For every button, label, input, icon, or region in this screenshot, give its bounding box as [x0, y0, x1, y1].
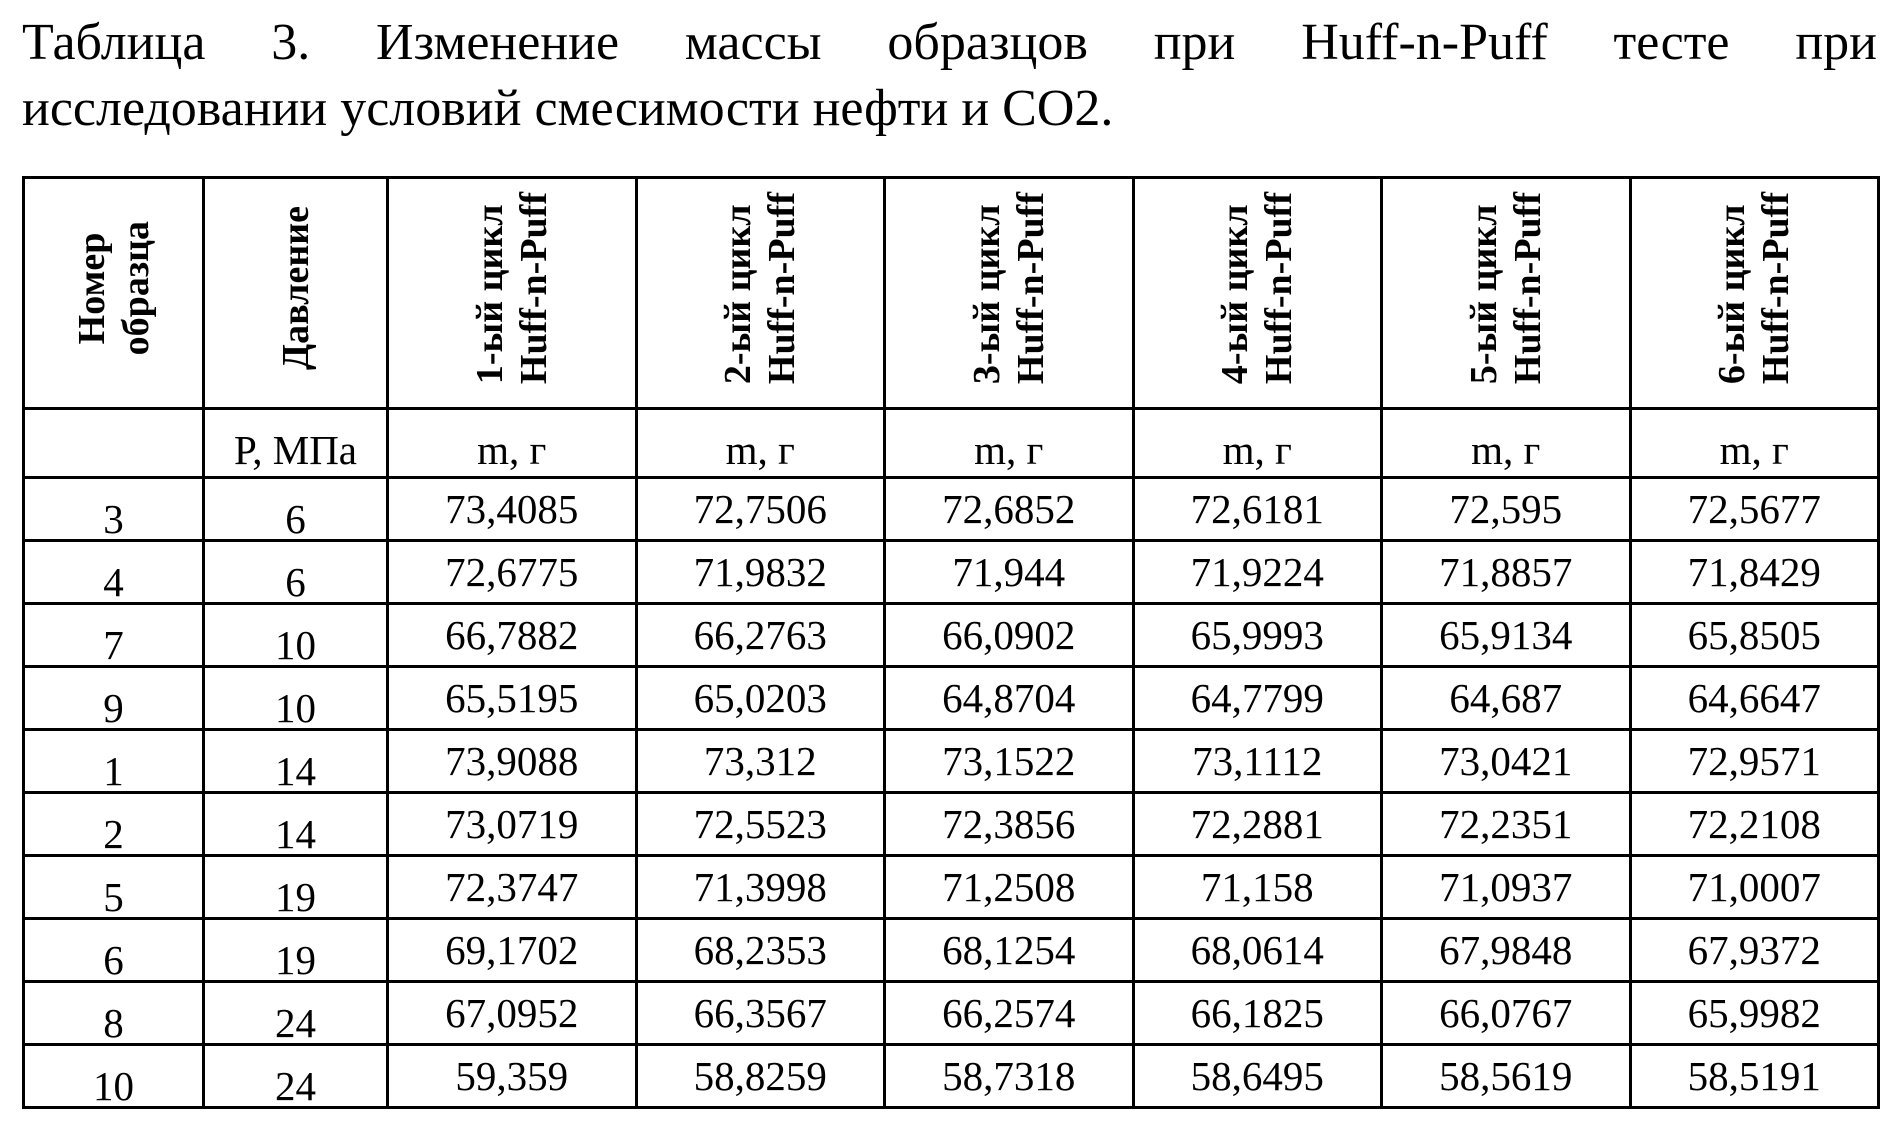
- table-row: [24, 730, 1879, 793]
- header-cycle-6: [1630, 178, 1879, 409]
- unit-mass: m, г: [636, 409, 885, 478]
- cell-mass-text: 58,5619: [1439, 1053, 1573, 1099]
- cell-mass-text: 72,3856: [942, 801, 1076, 847]
- table-row: [24, 856, 1879, 919]
- cell-mass-text: 69,1702: [445, 927, 579, 973]
- caption-line-1: Таблица 3. Изменение массы образцов при Huff-n-Puff тесте при: [22, 14, 1877, 71]
- header-cycle-4-line2: Huff-n-Puff: [1258, 191, 1301, 385]
- cell-mass: [885, 667, 1134, 730]
- cell-mass: [885, 919, 1134, 982]
- cell-mass-text: 58,6495: [1190, 1053, 1324, 1099]
- header-pressure-label: Давление: [274, 205, 317, 370]
- cell-sample: [24, 667, 204, 730]
- cell-pressure-text: 6: [285, 496, 306, 542]
- cell-pressure: [204, 667, 388, 730]
- cell-mass: [1382, 667, 1631, 730]
- header-cycle-5-line2: Huff-n-Puff: [1506, 191, 1549, 385]
- cell-mass: [1630, 919, 1879, 982]
- cell-mass: [1382, 730, 1631, 793]
- table-caption: [22, 10, 1877, 142]
- cell-pressure-text: 19: [275, 874, 316, 920]
- cell-sample: [24, 604, 204, 667]
- cell-pressure-text: 24: [275, 1063, 316, 1109]
- cell-sample-text: 7: [103, 622, 124, 668]
- cell-mass: [388, 730, 637, 793]
- cell-sample: [24, 478, 204, 541]
- cell-pressure-text: 10: [275, 685, 316, 731]
- cell-mass: [636, 793, 885, 856]
- cell-mass: [388, 982, 637, 1045]
- cell-mass-text: 71,944: [952, 549, 1066, 595]
- cell-mass-text: 66,3567: [693, 990, 827, 1036]
- cell-mass-text: 72,7506: [693, 486, 827, 532]
- cell-pressure: [204, 856, 388, 919]
- table-row: [24, 919, 1879, 982]
- cell-mass: [636, 1045, 885, 1108]
- cell-sample: [24, 982, 204, 1045]
- cell-mass: [636, 856, 885, 919]
- header-cycle-3: [885, 178, 1134, 409]
- cell-mass: [1133, 856, 1382, 919]
- cell-mass: [1382, 604, 1631, 667]
- table-row: [24, 982, 1879, 1045]
- cell-mass-text: 72,5677: [1687, 486, 1821, 532]
- cell-mass: [1133, 793, 1382, 856]
- unit-mass: m, г: [388, 409, 637, 478]
- cell-mass-text: 67,0952: [445, 990, 579, 1036]
- cell-mass: [388, 478, 637, 541]
- cell-mass: [1630, 856, 1879, 919]
- cell-sample-text: 6: [103, 937, 124, 983]
- cell-mass-text: 71,0937: [1439, 864, 1573, 910]
- cell-mass: [1382, 793, 1631, 856]
- header-cycle-1-line1: 1-ый цикл: [468, 204, 511, 385]
- cell-sample: [24, 730, 204, 793]
- cell-sample-text: 8: [103, 1000, 124, 1046]
- cell-mass: [388, 1045, 637, 1108]
- cell-mass: [636, 982, 885, 1045]
- cell-mass: [1133, 478, 1382, 541]
- cell-pressure: [204, 478, 388, 541]
- mass-table: [22, 176, 1880, 1109]
- cell-mass-text: 72,2881: [1190, 801, 1324, 847]
- cell-mass: [388, 793, 637, 856]
- cell-mass-text: 64,8704: [942, 675, 1076, 721]
- cell-sample-text: 5: [103, 874, 124, 920]
- cell-mass: [636, 541, 885, 604]
- cell-sample-text: 4: [103, 559, 124, 605]
- cell-mass-text: 71,9224: [1190, 549, 1324, 595]
- cell-sample-text: 3: [103, 496, 124, 542]
- header-cycle-5-line1: 5-ый цикл: [1462, 204, 1505, 385]
- cell-mass: [636, 667, 885, 730]
- table-row: [24, 604, 1879, 667]
- cell-mass: [1630, 982, 1879, 1045]
- cell-mass-text: 65,8505: [1687, 612, 1821, 658]
- cell-mass: [1382, 856, 1631, 919]
- cell-mass-text: 66,7882: [445, 612, 579, 658]
- cell-mass-text: 64,687: [1449, 675, 1563, 721]
- cell-mass-text: 64,6647: [1687, 675, 1821, 721]
- cell-mass-text: 73,0421: [1439, 738, 1573, 784]
- header-cycle-3-line2: Huff-n-Puff: [1009, 191, 1052, 385]
- cell-mass-text: 64,7799: [1190, 675, 1324, 721]
- header-cycle-2-line1: 2-ый цикл: [717, 204, 760, 385]
- header-sample-line2: образца: [114, 220, 157, 356]
- header-cycle-4: [1133, 178, 1382, 409]
- cell-mass-text: 65,9993: [1190, 612, 1324, 658]
- cell-mass-text: 72,6181: [1190, 486, 1324, 532]
- cell-mass-text: 66,2574: [942, 990, 1076, 1036]
- cell-mass-text: 59,359: [455, 1053, 569, 1099]
- cell-sample: [24, 793, 204, 856]
- cell-pressure: [204, 793, 388, 856]
- header-sample-line1: Номер: [70, 232, 113, 344]
- cell-mass-text: 71,3998: [693, 864, 827, 910]
- unit-mass: m, г: [1382, 409, 1631, 478]
- cell-mass-text: 67,9848: [1439, 927, 1573, 973]
- cell-mass: [1133, 541, 1382, 604]
- cell-mass-text: 71,0007: [1687, 864, 1821, 910]
- table-body: [24, 478, 1879, 1108]
- cell-mass-text: 68,0614: [1190, 927, 1324, 973]
- cell-mass-text: 66,2763: [693, 612, 827, 658]
- cell-mass-text: 67,9372: [1687, 927, 1821, 973]
- unit-mass: m, г: [885, 409, 1134, 478]
- cell-mass-text: 71,8429: [1687, 549, 1821, 595]
- cell-mass: [885, 478, 1134, 541]
- cell-mass: [1133, 919, 1382, 982]
- cell-pressure: [204, 982, 388, 1045]
- cell-sample-text: 1: [103, 748, 124, 794]
- header-cycle-1-line2: Huff-n-Puff: [512, 191, 555, 385]
- cell-mass-text: 73,4085: [445, 486, 579, 532]
- cell-mass-text: 58,7318: [942, 1053, 1076, 1099]
- unit-mass: m, г: [1133, 409, 1382, 478]
- cell-mass: [1133, 730, 1382, 793]
- cell-mass-text: 65,0203: [693, 675, 827, 721]
- header-cycle-6-line1: 6-ый цикл: [1711, 204, 1754, 385]
- table-row: [24, 667, 1879, 730]
- cell-mass-text: 71,158: [1200, 864, 1314, 910]
- cell-mass-text: 65,9982: [1687, 990, 1821, 1036]
- cell-mass: [1630, 793, 1879, 856]
- cell-mass-text: 71,2508: [942, 864, 1076, 910]
- cell-mass: [1382, 478, 1631, 541]
- cell-mass-text: 58,8259: [693, 1053, 827, 1099]
- cell-mass-text: 72,6852: [942, 486, 1076, 532]
- header-cycle-2-line2: Huff-n-Puff: [761, 191, 804, 385]
- cell-mass: [1630, 730, 1879, 793]
- cell-mass: [636, 604, 885, 667]
- table-row: [24, 793, 1879, 856]
- cell-mass-text: 72,2351: [1439, 801, 1573, 847]
- cell-mass: [636, 730, 885, 793]
- table-row: [24, 478, 1879, 541]
- table-row: [24, 1045, 1879, 1108]
- cell-pressure-text: 6: [285, 559, 306, 605]
- cell-mass: [1382, 541, 1631, 604]
- cell-mass-text: 73,9088: [445, 738, 579, 784]
- cell-mass: [388, 856, 637, 919]
- cell-mass: [1630, 1045, 1879, 1108]
- header-cycle-4-line1: 4-ый цикл: [1214, 204, 1257, 385]
- cell-mass: [388, 541, 637, 604]
- header-cycle-6-line2: Huff-n-Puff: [1755, 191, 1798, 385]
- cell-mass-text: 65,5195: [445, 675, 579, 721]
- header-cycle-5: [1382, 178, 1631, 409]
- cell-pressure: [204, 730, 388, 793]
- caption-line-2: исследовании условий смесимости нефти и CO2.: [22, 80, 1114, 137]
- cell-mass-text: 73,1522: [942, 738, 1076, 784]
- cell-sample: [24, 541, 204, 604]
- cell-mass: [388, 919, 637, 982]
- cell-pressure-text: 14: [275, 811, 316, 857]
- header-cycle-2: [636, 178, 885, 409]
- cell-mass: [885, 541, 1134, 604]
- cell-pressure: [204, 1045, 388, 1108]
- cell-sample: [24, 856, 204, 919]
- cell-mass: [1133, 1045, 1382, 1108]
- header-sample: [24, 178, 204, 409]
- cell-mass: [885, 793, 1134, 856]
- cell-mass: [1133, 982, 1382, 1045]
- cell-mass-text: 72,5523: [693, 801, 827, 847]
- cell-mass: [388, 667, 637, 730]
- cell-mass: [1630, 541, 1879, 604]
- cell-mass: [1133, 667, 1382, 730]
- cell-mass: [1630, 604, 1879, 667]
- unit-pressure: P, МПа: [204, 409, 388, 478]
- cell-mass: [388, 604, 637, 667]
- cell-pressure-text: 24: [275, 1000, 316, 1046]
- cell-mass-text: 68,1254: [942, 927, 1076, 973]
- cell-mass: [885, 1045, 1134, 1108]
- cell-sample-text: 9: [103, 685, 124, 731]
- unit-sample: [24, 409, 204, 478]
- cell-mass-text: 73,312: [703, 738, 817, 784]
- cell-pressure-text: 19: [275, 937, 316, 983]
- header-pressure: [204, 178, 388, 409]
- cell-mass: [885, 730, 1134, 793]
- cell-mass-text: 71,8857: [1439, 549, 1573, 595]
- cell-mass-text: 72,595: [1449, 486, 1563, 532]
- cell-mass-text: 58,5191: [1687, 1053, 1821, 1099]
- cell-mass: [1133, 604, 1382, 667]
- cell-mass: [636, 919, 885, 982]
- cell-pressure: [204, 919, 388, 982]
- header-cycle-1: [388, 178, 637, 409]
- cell-mass-text: 72,6775: [445, 549, 579, 595]
- cell-mass-text: 66,0902: [942, 612, 1076, 658]
- cell-mass-text: 68,2353: [693, 927, 827, 973]
- cell-mass: [885, 604, 1134, 667]
- cell-mass: [885, 856, 1134, 919]
- cell-mass-text: 72,2108: [1687, 801, 1821, 847]
- cell-sample: [24, 919, 204, 982]
- cell-sample: [24, 1045, 204, 1108]
- cell-mass-text: 73,1112: [1192, 738, 1323, 784]
- cell-mass-text: 65,9134: [1439, 612, 1573, 658]
- cell-sample-text: 2: [103, 811, 124, 857]
- cell-mass-text: 71,9832: [693, 549, 827, 595]
- cell-mass-text: 66,0767: [1439, 990, 1573, 1036]
- cell-mass-text: 72,9571: [1687, 738, 1821, 784]
- cell-sample-text: 10: [93, 1063, 134, 1109]
- cell-mass: [1382, 982, 1631, 1045]
- header-cycle-3-line1: 3-ый цикл: [965, 204, 1008, 385]
- table-row: [24, 541, 1879, 604]
- header-row: [24, 178, 1879, 409]
- cell-mass-text: 72,3747: [445, 864, 579, 910]
- cell-pressure: [204, 541, 388, 604]
- cell-mass: [1382, 919, 1631, 982]
- cell-mass-text: 73,0719: [445, 801, 579, 847]
- cell-mass: [1630, 667, 1879, 730]
- cell-mass-text: 66,1825: [1190, 990, 1324, 1036]
- cell-mass: [885, 982, 1134, 1045]
- unit-mass: m, г: [1630, 409, 1879, 478]
- cell-pressure-text: 14: [275, 748, 316, 794]
- cell-mass: [636, 478, 885, 541]
- cell-mass: [1382, 1045, 1631, 1108]
- cell-pressure-text: 10: [275, 622, 316, 668]
- cell-pressure: [204, 604, 388, 667]
- units-row: [24, 409, 1879, 478]
- cell-mass: [1630, 478, 1879, 541]
